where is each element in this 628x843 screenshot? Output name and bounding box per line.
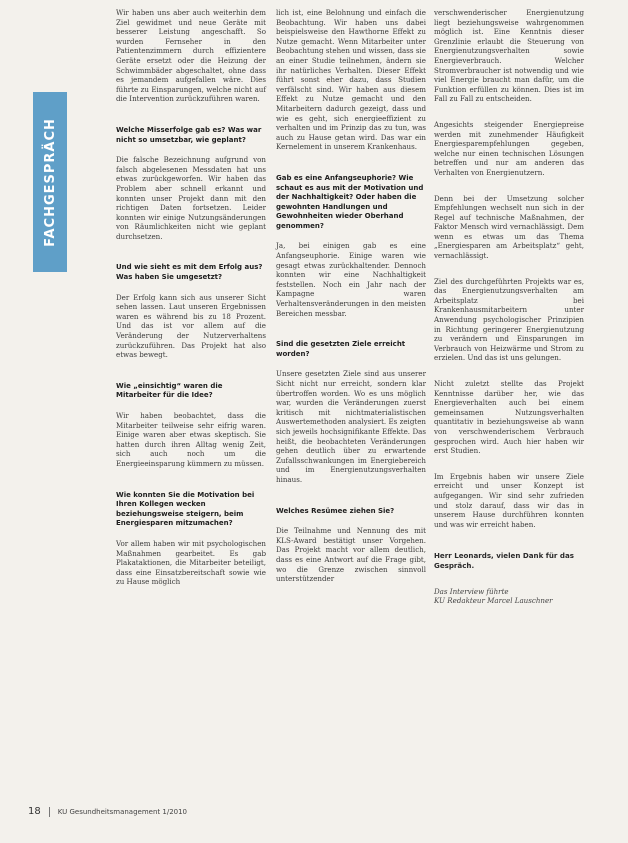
paragraph: Ziel des durchgeführten Projekts war es, das Energienutzungsverhalten am Arbeitsplatz bei Krankenhausmitarbeitern unter Anwendung psychologischer Prinzipien in Richtung geringerer Energienutzung zu verändern und Einsparungen im Verbrauch von Heizwärme und Strom zu erzielen. Und das ist uns gelungen. [434, 276, 584, 363]
paragraph: Denn bei der Umsetzung solcher Empfehlungen wechselt nun sich in der Regel auf technische Maßnahmen, der Faktor Mensch wird vernachlässigt. Dem wenn es etwas um das Thema „Energiesparen am Arbeitsplatz“ geht, vernachlässigt. [434, 193, 584, 261]
paragraph: verschwenderischer Energienutzung liegt beziehungsweise wahrgenommen möglich ist. Eine Kenntnis dieser Grenzlinie erlaubt die Steuerung von Energienutzungsverhalten sowie Energieverbrauch. Welcher Stromverbraucher ist notwendig und wie viel Energie braucht man dafür, um die Funktion erfüllen zu können. Dies ist im Fall zu Fall zu entscheiden. [434, 8, 584, 104]
paragraph: Unsere gesetzten Ziele sind aus unserer Sicht nicht nur erreicht, sondern klar übertroffen worden. Wo es uns möglich war, wurden die Veränderungen zuerst kritisch mit nichtmaterialistischen Auswertemethoden analysiert. Es zeigten sich jeweils hochsignifikante Effekte. Das heißt, die beobachteten Veränderungen gehen deutlich über zu erwartende Zufallsschwankungen im Energiebereich und im Energienutzungsverhalten hinaus. [276, 369, 426, 484]
paragraph: Wir haben beobachtet, dass die Mitarbeiter teilweise sehr eifrig waren. Einige waren aber etwas skeptisch. Sie hatten durch ihren Alltag wenig Zeit, sich auch noch um die Energieeinsparung kümmern zu müssen. [116, 411, 266, 468]
footer-divider [49, 807, 50, 817]
paragraph: Der Erfolg kann sich aus unserer Sicht sehen lassen. Laut unseren Ergebnissen waren es während bis zu 18 Prozent. Und das ist vor allem auf die Veränderung der Nutzerverhaltens zurückzuführen. Das Projekt hat also etwas bewegt. [116, 292, 266, 360]
question-heading: Welche Misserfolge gab es? Was war nicht so umsetzbar, wie geplant? [116, 125, 262, 144]
section-sidebar [33, 92, 67, 272]
page-number: 18 [28, 806, 41, 817]
text-column-3 [434, 8, 584, 606]
question-heading: Welches Resümee ziehen Sie? [276, 506, 395, 515]
paragraph: Die Teilnahme und Nennung des mit KLS-Award bestätigt unser Vorgehen. Das Projekt macht vor allem deutlich, dass es eine Antwort auf die Frage gibt, wo die Grenze zwischen sinnvoll unterstützender [276, 526, 426, 584]
paragraph: lich ist, eine Belohnung und einfach die Beobachtung. Wir haben uns dabei beispielsweise den Hawthorne Effekt zu Nutze gemacht. Wenn Mitarbeiter unter Beobachtung stehen und wissen, dass sie an einer Studie teilnehmen, ändern sie ihr natürliches Verhalten. Dieser Effekt führt sonst eher dazu, dass Studien verfälscht sind. Wir haben aus diesem Effekt zu Nutze gemacht und den Mitarbeitern dadurch gezeigt, dass und wie es geht, sich energieeffizient zu verhalten und im Prinzip das zu tun, was auch zu Hause getan wird. Das war ein Kernelement in unserem Krankenhaus. [276, 8, 426, 152]
paragraph: Nicht zuletzt stellte das Projekt Kenntnisse darüber her, wie das Energieverhalten auch bei einem gemeinsamen Nutzungsverhalten quantitativ in beziehungsweise ab wann von verschwenderischem Verbrauch gesprochen wird. Auch hier haben wir erst Studien. [434, 379, 584, 456]
interview-credit: Das Interview führte [434, 586, 509, 596]
paragraph: Die falsche Bezeichnung aufgrund von falsch abgelesenen Messdaten hat uns etwas zurückgeworfen. Wir haben das Problem aber schnell erkannt und konnten unser Projekt dann mit den richtigen Daten fortsetzen. Leider konnten wir einige Nutzungsänderungen von Räumlichkeiten nicht wie geplant durchsetzen. [116, 155, 266, 241]
question-heading: Gab es eine Anfangseuphorie? Wie schaut es aus mit der Motivation und der Nachhaltigkeit? Oder haben die gewohnten Handlungen und Gewohnheiten wieder Oberhand genommen? [276, 173, 424, 230]
question-heading: Und wie sieht es mit dem Erfolg aus? Was haben Sie umgesetzt? [116, 263, 263, 282]
paragraph: Angesichts steigender Energiepreise werden mit zunehmender Häufigkeit Energiesparempfehlungen gegeben, welche nur einen technischen Lösungen betreffen und nur am anderen das Verhalten von Energienutzern. [434, 119, 584, 177]
paragraph: Wir haben uns aber auch weiterhin dem Ziel gewidmet und neue Geräte mit besserer Leistung angeschafft. So wurden Fernseher in den Patientenzimmern durch effizientere Geräte ersetzt oder die Heizung der Schwimmbäder abgeschaltet, ohne dass es jemandem aufgefallen wäre. Dies führte zu Einsparungen, welche nicht auf die Intervention zurückzuführen waren. [116, 8, 266, 104]
question-heading: Wie konnten Sie die Motivation bei Ihren Kollegen wecken beziehungsweise steigern, beim Energiesparen mitzumachen? [116, 490, 255, 528]
page-footer [28, 806, 288, 817]
publication-name: KU Gesundheitsmanagement 1/2010 [57, 807, 188, 816]
paragraph: Ja, bei einigen gab es eine Anfangseuphorie. Einige waren wie gesagt etwas zurückhaltender. Dennoch konnten wir eine Nachhaltigkeit feststellen. Noch ein Jahr nach der Kampagne waren Verhaltensveränderungen in den meisten Bereichen messbar. [276, 241, 426, 318]
text-column-1 [116, 8, 266, 587]
paragraph: Im Ergebnis haben wir unsere Ziele erreicht und unser Konzept ist aufgegangen. Wir sind sehr zufrieden und stolz darauf, dass wir das in unserem Hause durchführen konnten und was wir erreicht haben. [434, 471, 584, 529]
question-heading: Sind die gesetzten Ziele erreicht worden? [276, 340, 406, 358]
closing-thanks: Herr Leonards, vielen Dank für das Gespräch. [434, 551, 574, 570]
text-column-2 [276, 8, 426, 584]
paragraph: Vor allem haben wir mit psychologischen Maßnahmen gearbeitet. Es gab Plakataktionen, die Mitarbeiter beteiligt, dass eine Einsatzbereitschaft sowie wie zu Hause möglich [116, 538, 266, 587]
section-label: FACHGESPRÄCH [42, 117, 58, 247]
question-heading: Wie „einsichtig“ waren die Mitarbeiter für die Idee? [116, 381, 223, 400]
interviewer-name: KU Redakteur Marcel Lauschner [434, 596, 553, 606]
